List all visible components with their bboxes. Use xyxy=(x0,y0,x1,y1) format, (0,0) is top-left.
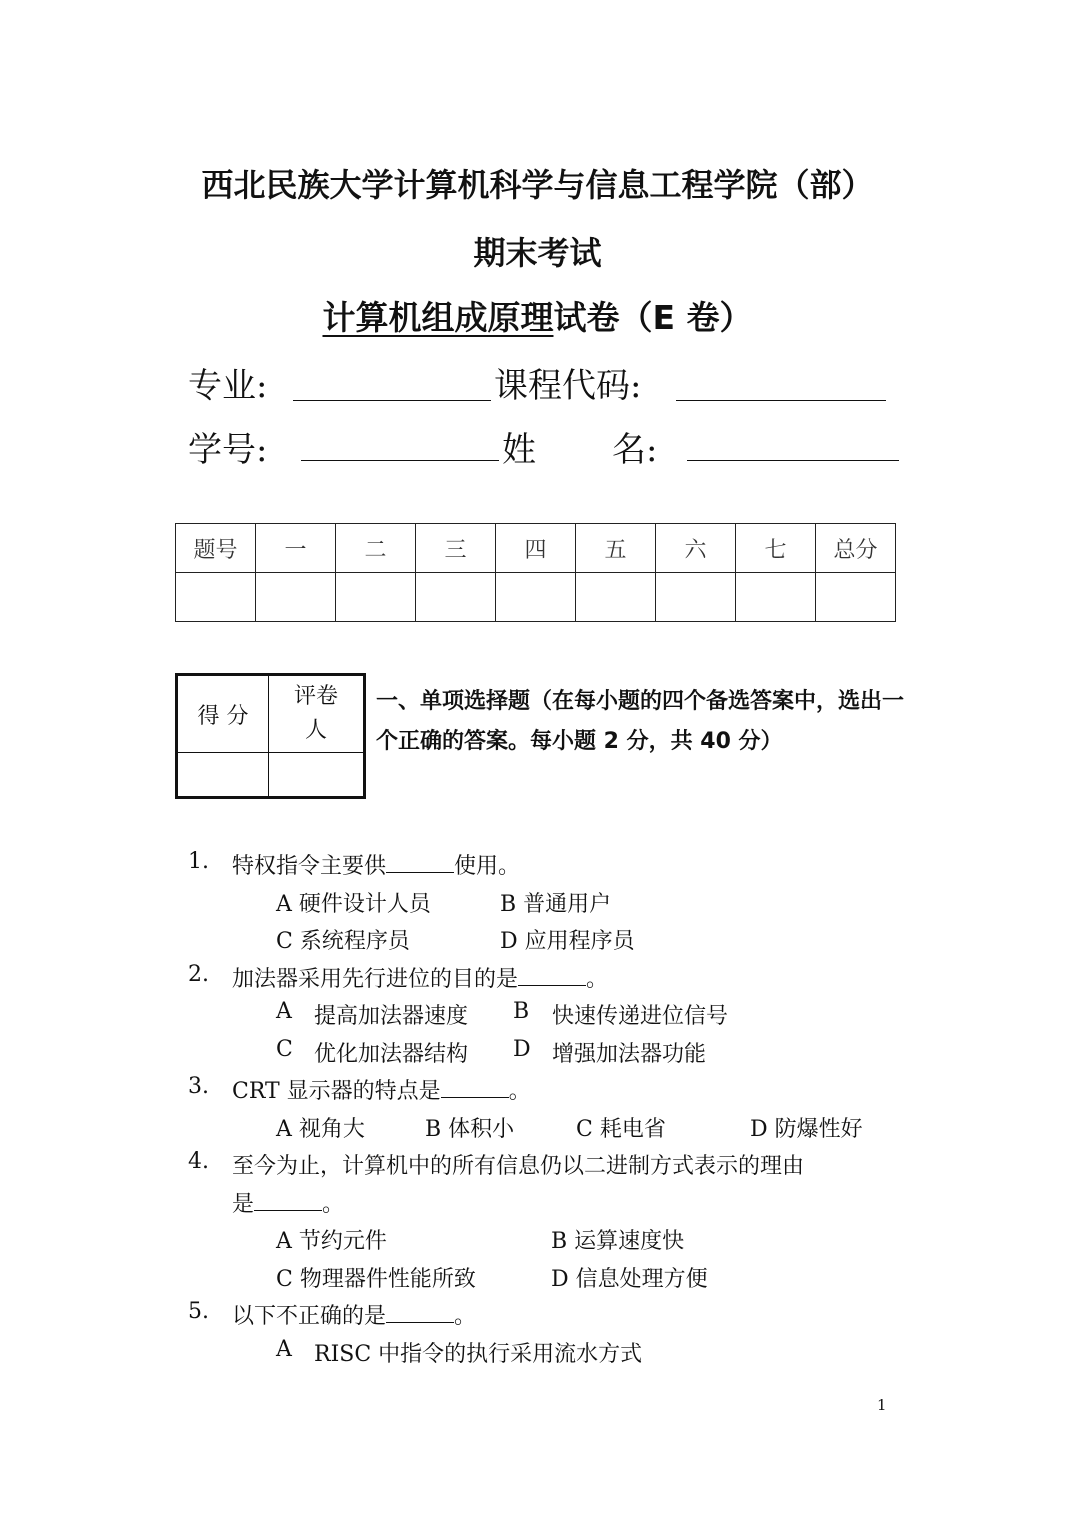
option-b[interactable]: B 普通用户 xyxy=(500,892,612,917)
grader-label xyxy=(269,675,365,753)
score-header-cell: 总分 xyxy=(816,524,896,573)
grader-label-line1: 评卷 xyxy=(293,684,338,709)
course-code-label: 课程代码: xyxy=(494,366,642,406)
option-c-letter[interactable]: C xyxy=(276,1037,293,1062)
student-id-blank[interactable] xyxy=(301,430,499,461)
option-d[interactable]: D 应用程序员 xyxy=(500,929,635,954)
option-a[interactable]: A 节约元件 xyxy=(276,1229,387,1254)
option-a-text[interactable]: RISC 中指令的执行采用流水方式 xyxy=(314,1342,643,1367)
option-d-text[interactable]: 增强加法器功能 xyxy=(552,1042,707,1067)
score-header-cell: 六 xyxy=(656,524,736,573)
question-number: 4. xyxy=(188,1149,209,1174)
question-text-line2: 是 。 xyxy=(232,1192,345,1217)
score-header-cell: 四 xyxy=(496,524,576,573)
score-table-header-row xyxy=(176,524,896,573)
question-number: 3. xyxy=(188,1074,209,1099)
question-text: 加法器采用先行进位的目的是 。 xyxy=(232,967,609,992)
name-label-part2: 名: xyxy=(612,430,658,470)
score-value-cell[interactable] xyxy=(816,573,896,622)
name-label-part1: 姓 xyxy=(502,430,536,470)
score-value-cell[interactable] xyxy=(256,573,336,622)
option-c[interactable]: C 物理器件性能所致 xyxy=(276,1267,476,1292)
score-value-cell[interactable] xyxy=(416,573,496,622)
question-text: 以下不正确的是 。 xyxy=(232,1304,477,1329)
option-a[interactable]: A 硬件设计人员 xyxy=(276,892,431,917)
answer-blank[interactable] xyxy=(441,1079,509,1098)
score-value-cell[interactable] xyxy=(656,573,736,622)
question-number: 1. xyxy=(188,849,209,874)
name-blank[interactable] xyxy=(687,430,899,461)
option-a-letter[interactable]: A xyxy=(276,999,292,1024)
score-table-value-row xyxy=(176,573,896,622)
score-header-cell: 七 xyxy=(736,524,816,573)
exam-paper-title xyxy=(0,292,1075,339)
exam-institution-title: 西北民族大学计算机科学与信息工程学院（部） xyxy=(201,166,874,204)
answer-blank[interactable] xyxy=(386,854,454,873)
option-c[interactable]: C 耗电省 xyxy=(576,1117,666,1142)
option-d-letter[interactable]: D xyxy=(513,1037,531,1062)
score-entry-cell[interactable] xyxy=(177,753,269,798)
grader-box xyxy=(175,673,366,799)
exam-type-title: 期末考试 xyxy=(473,234,602,272)
option-c-text[interactable]: 优化加法器结构 xyxy=(314,1042,469,1067)
question-text: 至今为止，计算机中的所有信息仍以二进制方式表示的理由 xyxy=(232,1154,805,1179)
course-code-field xyxy=(494,358,641,407)
score-header-cell: 一 xyxy=(256,524,336,573)
answer-blank[interactable] xyxy=(518,967,586,986)
course-code-blank[interactable] xyxy=(676,370,886,401)
question-text: CRT 显示器的特点是 。 xyxy=(232,1079,531,1104)
paper-variant: 试卷（E 卷） xyxy=(553,298,753,337)
score-table xyxy=(175,523,896,622)
option-a-letter[interactable]: A xyxy=(276,1337,292,1362)
option-b[interactable]: B 运算速度快 xyxy=(551,1229,685,1254)
course-name: 计算机组成原理 xyxy=(322,298,554,337)
score-value-cell[interactable] xyxy=(176,573,256,622)
option-b-letter[interactable]: B xyxy=(513,999,530,1024)
question-text: 特权指令主要供 使用。 xyxy=(232,854,521,879)
option-d[interactable]: D 信息处理方便 xyxy=(551,1267,708,1292)
student-id-label: 学号: xyxy=(188,430,268,470)
option-a-text[interactable]: 提高加法器速度 xyxy=(314,1004,469,1029)
question-number: 5. xyxy=(188,1299,209,1324)
answer-blank[interactable] xyxy=(254,1192,322,1211)
score-header-cell: 题号 xyxy=(176,524,256,573)
grader-label-line2: 人 xyxy=(304,718,327,743)
score-value-cell[interactable] xyxy=(336,573,416,622)
score-label: 得 分 xyxy=(177,675,269,753)
student-id-field xyxy=(188,422,267,471)
score-value-cell[interactable] xyxy=(736,573,816,622)
score-value-cell[interactable] xyxy=(496,573,576,622)
option-b[interactable]: B 体积小 xyxy=(425,1117,515,1142)
option-a[interactable]: A 视角大 xyxy=(276,1117,365,1142)
section-1-heading: 一、单项选择题（在每小题的四个备选答案中，选出一个正确的答案。每小题 2 分，共 40 分） xyxy=(376,689,905,754)
grader-entry-cell[interactable] xyxy=(269,753,365,798)
option-b-text[interactable]: 快速传递进位信号 xyxy=(552,1004,729,1029)
page-number: 1 xyxy=(877,1396,887,1414)
score-value-cell[interactable] xyxy=(576,573,656,622)
score-header-cell: 五 xyxy=(576,524,656,573)
option-c[interactable]: C 系统程序员 xyxy=(276,929,410,954)
score-header-cell: 三 xyxy=(416,524,496,573)
answer-blank[interactable] xyxy=(386,1304,454,1323)
option-d[interactable]: D 防爆性好 xyxy=(750,1117,863,1142)
major-field xyxy=(188,358,267,407)
major-label: 专业: xyxy=(188,366,268,406)
question-number: 2. xyxy=(188,962,209,987)
major-blank[interactable] xyxy=(293,370,491,401)
score-header-cell: 二 xyxy=(336,524,416,573)
